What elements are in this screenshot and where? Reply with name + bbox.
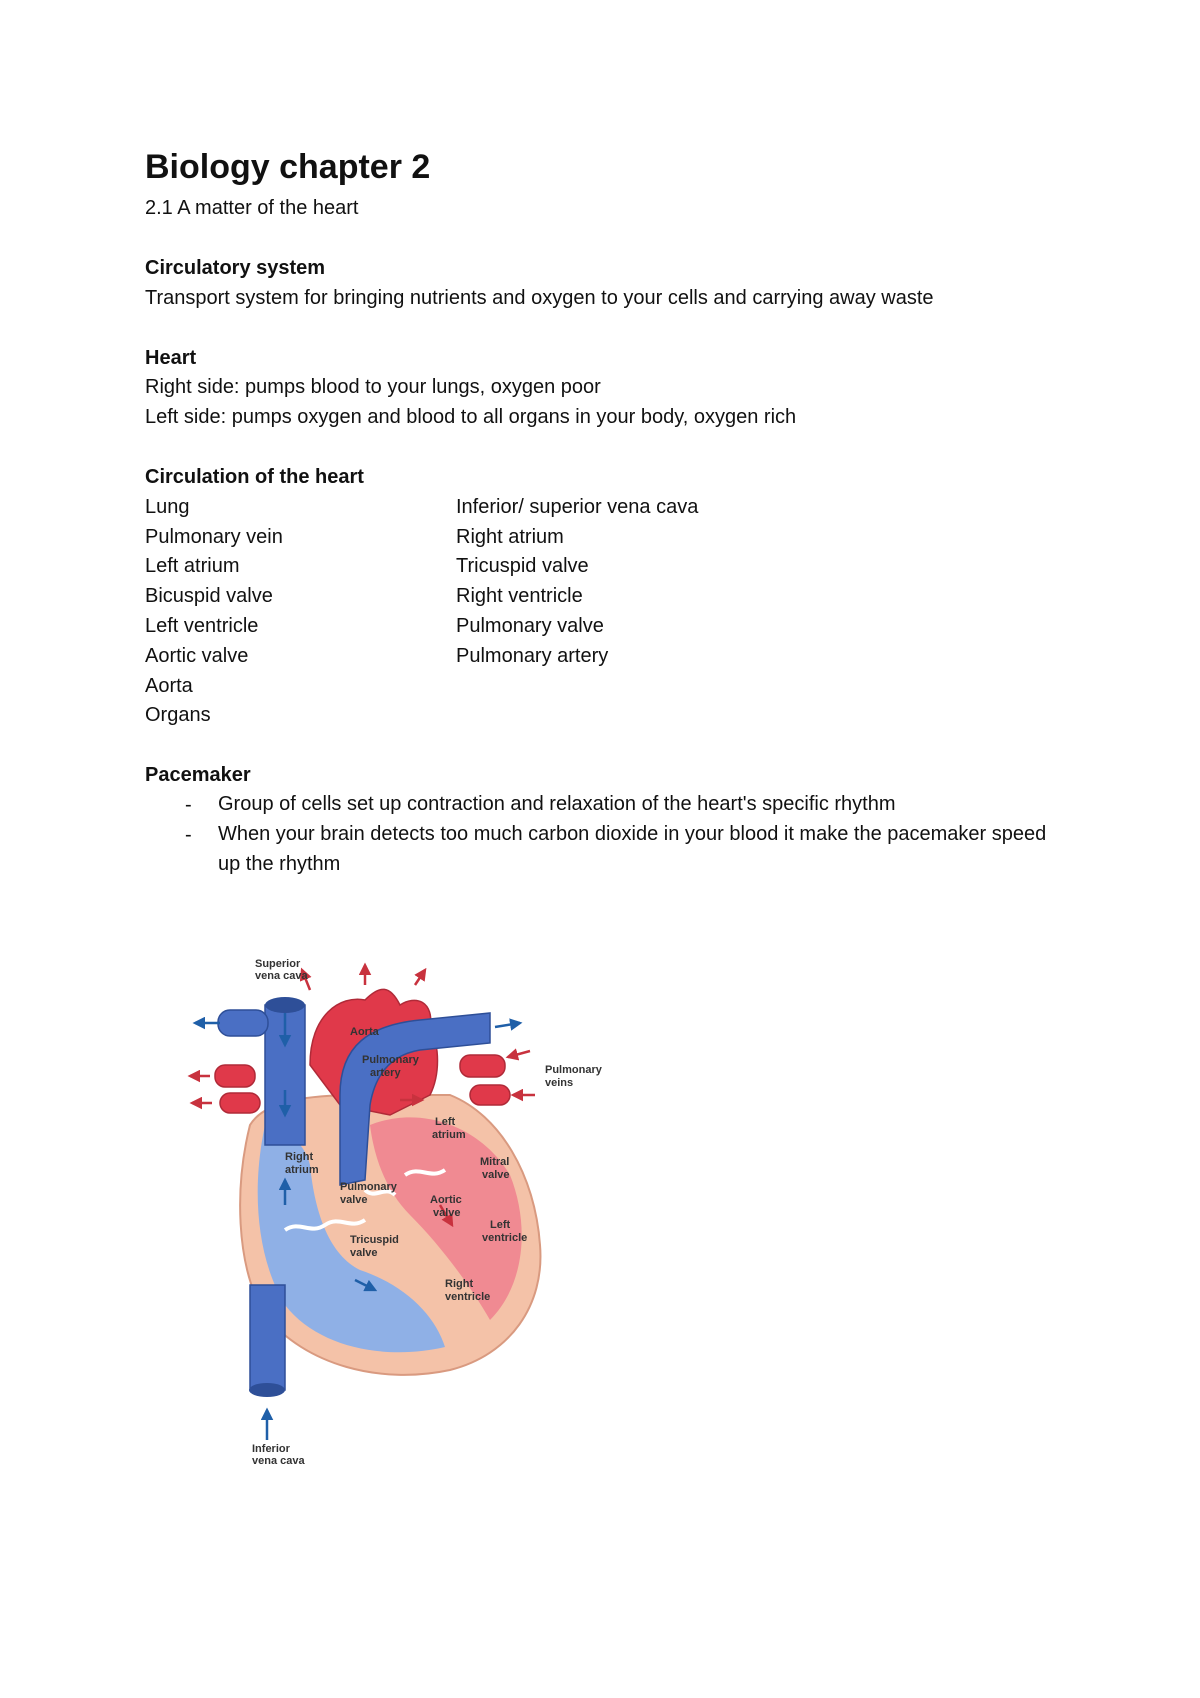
label-left-atrium: Left — [435, 1116, 456, 1128]
subtitle: 2.1 A matter of the heart — [145, 197, 359, 219]
label-mitral-valve: valve — [482, 1169, 510, 1181]
label-pulmonary-artery: Pulmonary — [362, 1054, 419, 1066]
label-aorta: Aorta — [350, 1026, 379, 1038]
label-pulmonary-valve: valve — [340, 1194, 368, 1206]
label-pulmonary-artery: artery — [370, 1067, 401, 1079]
label-tricuspid-valve: valve — [350, 1247, 378, 1259]
circulation-left-item: Pulmonary vein — [145, 526, 283, 548]
circulation-left-item: Left ventricle — [145, 615, 259, 637]
circulation-heading: Circulation of the heart — [145, 466, 364, 488]
circulatory-text: Transport system for bringing nutrients and oxygen to your cells and carrying away waste — [145, 287, 934, 309]
inferior-vena-cava — [250, 1285, 285, 1390]
bullet-marker: - — [185, 824, 192, 846]
heart-right-side: Right side: pumps blood to your lungs, oxygen poor — [145, 376, 601, 398]
circulation-right-item: Inferior/ superior vena cava — [456, 496, 699, 518]
label-inferior-vena-cava: vena cava — [252, 1455, 305, 1467]
label-pulmonary-veins: veins — [545, 1077, 574, 1089]
label-right-atrium: atrium — [285, 1164, 319, 1176]
label-pulmonary-veins: Pulmonary — [545, 1064, 602, 1076]
circulation-right-item: Pulmonary artery — [456, 645, 609, 667]
circulation-left-item: Bicuspid valve — [145, 585, 273, 607]
circulation-left-item: Aortic valve — [145, 645, 249, 667]
pacemaker-bullet: When your brain detects too much carbon dioxide in your blood it make the pacemaker speed up the rhythm — [218, 823, 1047, 875]
label-left-ventricle: Left — [490, 1219, 511, 1231]
label-right-ventricle: ventricle — [445, 1291, 491, 1303]
label-superior-vena-cava: vena cava — [255, 970, 308, 982]
circulation-left-item: Aorta — [145, 675, 193, 697]
bullet-marker: - — [185, 794, 192, 816]
heart-left-side: Left side: pumps oxygen and blood to all organs in your body, oxygen rich — [145, 406, 797, 428]
label-left-atrium: atrium — [432, 1129, 466, 1141]
label-pulmonary-valve: Pulmonary — [340, 1181, 397, 1193]
circulation-left-item: Left atrium — [145, 555, 240, 577]
circulation-right-item: Right atrium — [456, 526, 564, 548]
circulation-right-item: Right ventricle — [456, 585, 583, 607]
label-right-ventricle: Right — [445, 1278, 474, 1290]
circulation-left-item: Organs — [145, 704, 211, 726]
label-left-ventricle: ventricle — [482, 1232, 528, 1244]
label-inferior-vena-cava: Inferior — [252, 1443, 290, 1455]
label-aortic-valve: valve — [433, 1207, 461, 1219]
document-title: Biology chapter 2 — [145, 148, 431, 186]
label-right-atrium: Right — [285, 1151, 314, 1163]
label-tricuspid-valve: Tricuspid — [350, 1234, 399, 1246]
pacemaker-bullet: Group of cells set up contraction and relaxation of the heart's specific rhythm — [218, 793, 896, 815]
circulatory-heading: Circulatory system — [145, 257, 326, 279]
heart-diagram — [190, 958, 620, 1467]
circulation-right-item: Tricuspid valve — [456, 555, 589, 577]
circulation-left-item: Lung — [145, 496, 190, 518]
pacemaker-heading: Pacemaker — [145, 764, 251, 786]
label-mitral-valve: Mitral — [480, 1156, 510, 1168]
label-superior-vena-cava: Superior — [255, 958, 301, 970]
circulation-right-item: Pulmonary valve — [456, 615, 604, 637]
label-aortic-valve: Aortic — [430, 1194, 462, 1206]
heart-heading: Heart — [145, 347, 197, 369]
